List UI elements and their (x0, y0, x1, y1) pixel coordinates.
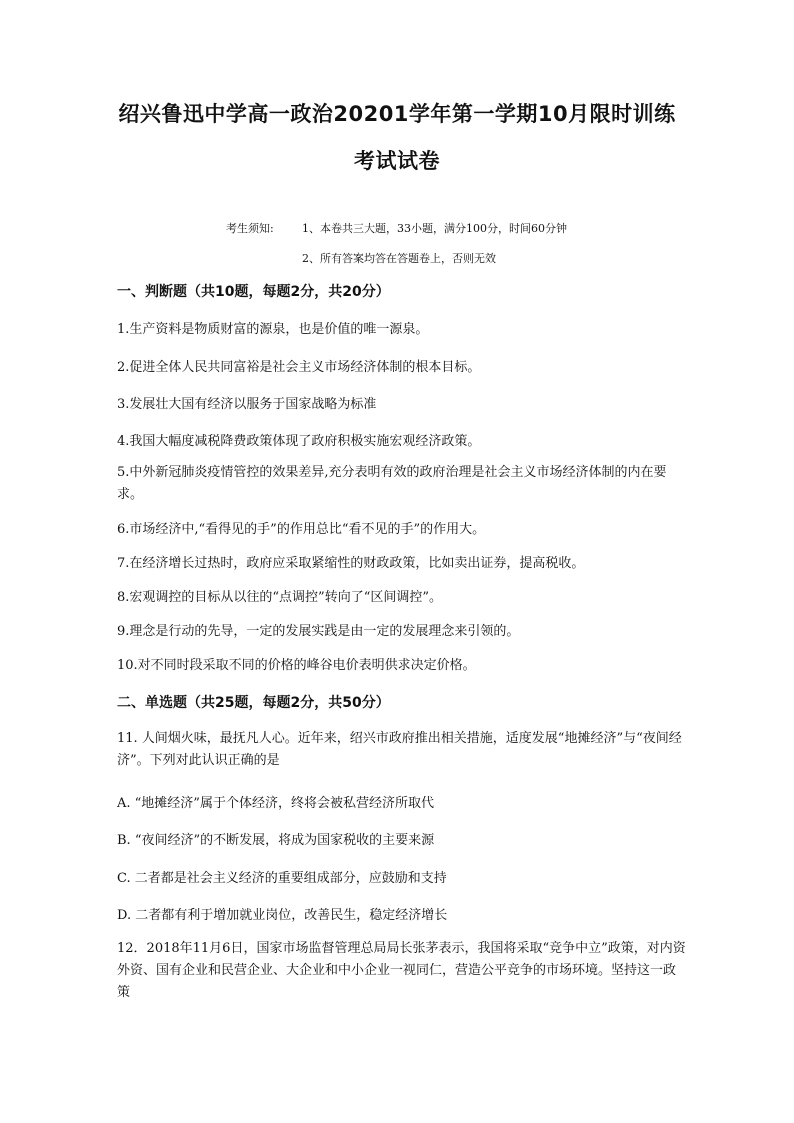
tf-question-8: 8.宏观调控的目标从以往的“点调控”转向了“区间调控”。 (117, 590, 442, 605)
tf-question-2: 2.促进全体人民共同富裕是社会主义市场经济体制的根本目标。 (117, 360, 481, 375)
tf-question-4: 4.我国大幅度减税降费政策体现了政府积极实施宏观经济政策。 (117, 434, 481, 449)
notice-label: 考生须知: (226, 222, 274, 235)
tf-question-1: 1.生产资料是物质财富的源泉，也是价值的唯一源泉。 (117, 322, 429, 337)
section-2-heading: 二、单选题（共25题，每题2分，共50分） (117, 695, 390, 711)
mc-question-11-option-b: B. “夜间经济”的不断发展，将成为国家税收的主要来源 (117, 833, 435, 848)
mc-question-11-option-d: D. 二者都有利于增加就业岗位，改善民生，稳定经济增长 (117, 908, 448, 923)
exam-title-line1: 绍兴鲁迅中学高一政治20201学年第一学期10月限时训练 (118, 102, 676, 126)
notice-item-2: 2、所有答案均答在答题卷上，否则无效 (302, 252, 496, 265)
tf-question-6: 6.市场经济中,“看得见的手”的作用总比“看不见的手”的作用大。 (117, 522, 486, 537)
tf-question-5: 5.中外新冠肺炎疫情管控的效果差异,充分表明有效的政府治理是社会主义市场经济体制的内在要求。 (117, 465, 667, 502)
tf-question-9: 9.理念是行动的先导，一定的发展实践是由一定的发展理念来引领的。 (117, 624, 520, 639)
mc-question-11-stem: 11. 人间烟火味，最抚凡人心。近年来，绍兴市政府推出相关措施，适度发展“地摊经济”与“夜间经济”。下列对此认识正确的是 (117, 731, 682, 768)
tf-question-10: 10.对不同时段采取不同的价格的峰谷电价表明供求决定价格。 (117, 658, 476, 673)
notice-item-1: 1、本卷共三大题，33小题，满分100分，时间60分钟 (302, 222, 567, 235)
mc-question-11-option-c: C. 二者都是社会主义经济的重要组成部分，应鼓励和支持 (117, 871, 447, 886)
mc-question-12-stem: 12．2018年11月6日，国家市场监督管理总局局长张茅表示，我国将采取“竞争中立”政策，对内资外资、国有企业和民营企业、大企业和中小企业一视同仁，营造公平竞争的市场环境。坚持这一政策 (117, 941, 686, 1000)
exam-title-line2: 考试试卷 (354, 149, 440, 173)
tf-question-7: 7.在经济增长过热时，政府应采取紧缩性的财政政策，比如卖出证券，提高税收。 (117, 556, 585, 571)
mc-question-11-option-a: A. “地摊经济”属于个体经济，终将会被私营经济所取代 (117, 796, 434, 811)
section-1-heading: 一、判断题（共10题，每题2分，共20分） (117, 284, 390, 300)
tf-question-3: 3.发展壮大国有经济以服务于国家战略为标准 (117, 397, 377, 412)
